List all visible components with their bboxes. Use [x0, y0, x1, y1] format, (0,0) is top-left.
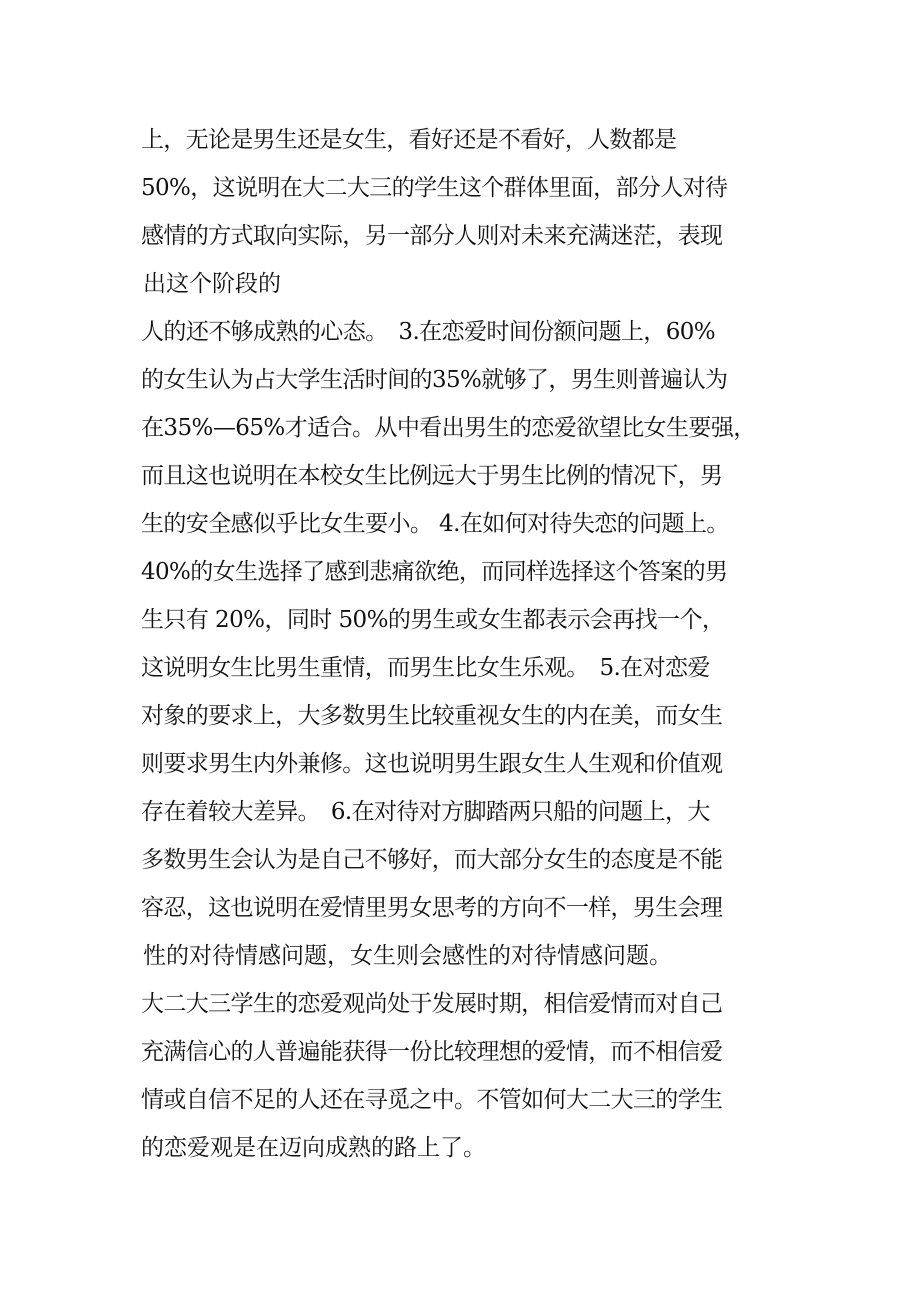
text-line: 上，无论是男生还是女生，看好还是不看好，人数都是 — [141, 127, 677, 153]
text-line: 多数男生会认为是自己不够好，而大部分女生的态度是不能 — [141, 847, 723, 873]
text-line: 50%，这说明在大二大三的学生这个群体里面，部分人对待 — [141, 175, 728, 201]
text-line: 的恋爱观是在迈向成熟的路上了。 — [141, 1135, 486, 1161]
text-line: 的女生认为占大学生活时间的35%就够了，男生则普遍认为 — [141, 367, 728, 393]
text-line: 大二大三学生的恋爱观尚处于发展时期，相信爱情而对自己 — [141, 991, 723, 1017]
text-line: 性的对待情感问题，女生则会感性的对待情感问题。 — [143, 943, 672, 969]
text-line: 出这个阶段的 — [143, 271, 281, 297]
text-line: 这说明女生比男生重情，而男生比女生乐观。 5.在对恋爱 — [141, 655, 710, 681]
text-line: 40%的女生选择了感到悲痛欲绝，而同样选择这个答案的男 — [141, 559, 728, 585]
text-line: 感情的方式取向实际，另一部分人则对未来充满迷茫，表现 — [141, 223, 723, 249]
text-line: 充满信心的人普遍能获得一份比较理想的爱情，而不相信爱 — [141, 1039, 723, 1065]
text-line: 生只有 20%，同时 50%的男生或女生都表示会再找一个， — [141, 607, 725, 633]
text-line: 存在着较大差异。 6.在对待对方脚踏两只船的问题上，大 — [141, 799, 710, 825]
text-line: 而且这也说明在本校女生比例远大于男生比例的情况下，男 — [141, 463, 723, 489]
text-line: 对象的要求上，大多数男生比较重视女生的内在美，而女生 — [141, 703, 723, 729]
text-line: 则要求男生内外兼修。这也说明男生跟女生人生观和价值观 — [141, 751, 723, 777]
text-line: 在35%—65%才适合。从中看出男生的恋爱欲望比女生要强， — [141, 415, 756, 441]
body-text — [141, 116, 821, 1172]
text-line: 生的安全感似乎比女生要小。 4.在如何对待失恋的问题上。 — [141, 511, 729, 537]
text-line: 容忍，这也说明在爱情里男女思考的方向不一样，男生会理 — [141, 895, 723, 921]
text-line: 人的还不够成熟的心态。 3.在恋爱时间份额问题上，60% — [141, 319, 716, 345]
text-line: 情或自信不足的人还在寻觅之中。不管如何大二大三的学生 — [141, 1087, 723, 1113]
